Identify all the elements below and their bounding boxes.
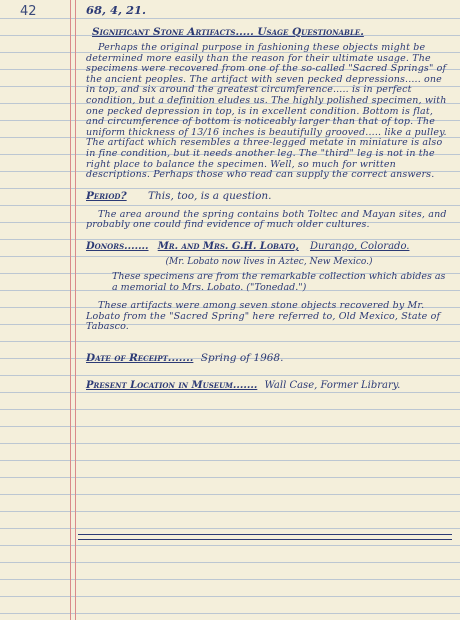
date-of-receipt-row bbox=[86, 351, 452, 365]
present-location-value: Wall Case, Former Library. bbox=[264, 379, 401, 391]
donors-location: Durango, Colorado. bbox=[309, 240, 410, 252]
date-of-receipt-value: Spring of 1968. bbox=[200, 351, 284, 364]
present-location-label: Present Location in Museum....... bbox=[86, 379, 258, 391]
donors-row bbox=[86, 240, 452, 254]
present-location-row bbox=[86, 379, 452, 393]
margin-line bbox=[70, 0, 76, 620]
donors-names: Mr. and Mrs. G.H. Lobato, bbox=[157, 240, 299, 252]
entry-date: 68, 4, 21. bbox=[86, 3, 147, 17]
donors-note: (Mr. Lobato now lives in Aztec, New Mexico.) bbox=[165, 256, 373, 267]
date-of-receipt-label: Date of Receipt....... bbox=[86, 351, 194, 364]
bottom-rule-lower bbox=[78, 539, 452, 540]
period-label: Period? bbox=[86, 189, 127, 202]
page-number: 42 bbox=[20, 4, 37, 19]
period-row bbox=[86, 189, 452, 203]
entry-content bbox=[86, 2, 452, 393]
period-note: The area around the spring contains both Toltec and Mayan sites, and probably one could find evidence of much older cultures. bbox=[86, 208, 447, 231]
collection-note: These specimens are from the remarkable collection which abides as a memorial to Mrs. Lobato. ("Tonedad.") bbox=[112, 270, 446, 293]
bottom-rule-upper bbox=[78, 534, 452, 535]
donors-label: Donors....... bbox=[86, 240, 149, 252]
description-paragraph: Perhaps the original purpose in fashioning these objects might be determined more easily than the reason for their ultimate usage. The specimens were recovered from one of the so-called "Sacred Springs" of the ancient peoples. The artifact with seven pecked depressions..... one in top, and six around the greatest circumference..... is in perfect condition, but a definition eludes us. The highly polished specimen, with one pecked depression in top, is in excellent condition. Bottom is flat, and circumference of bottom is noticeably larger than that of top. The uniform thickness of 13/16 inches is beautifully grooved..... like a pulley. The artifact which resembles a three-legged metate in miniature is also in fine condition, but it needs another leg. The "third" leg is not in the right place to balance the specimen. Well, so much for written descriptions. Perhaps those who read can supply the correct answers. bbox=[86, 42, 447, 181]
recovery-note: These artifacts were among seven stone objects recovered by Mr. Lobato from the "Sacred Spring" here referred to, Old Mexico, State of Tabasco. bbox=[86, 299, 441, 333]
period-value: This, too, is a question. bbox=[148, 189, 272, 202]
entry-title: Significant Stone Artifacts..... Usage Questionable. bbox=[92, 26, 364, 38]
